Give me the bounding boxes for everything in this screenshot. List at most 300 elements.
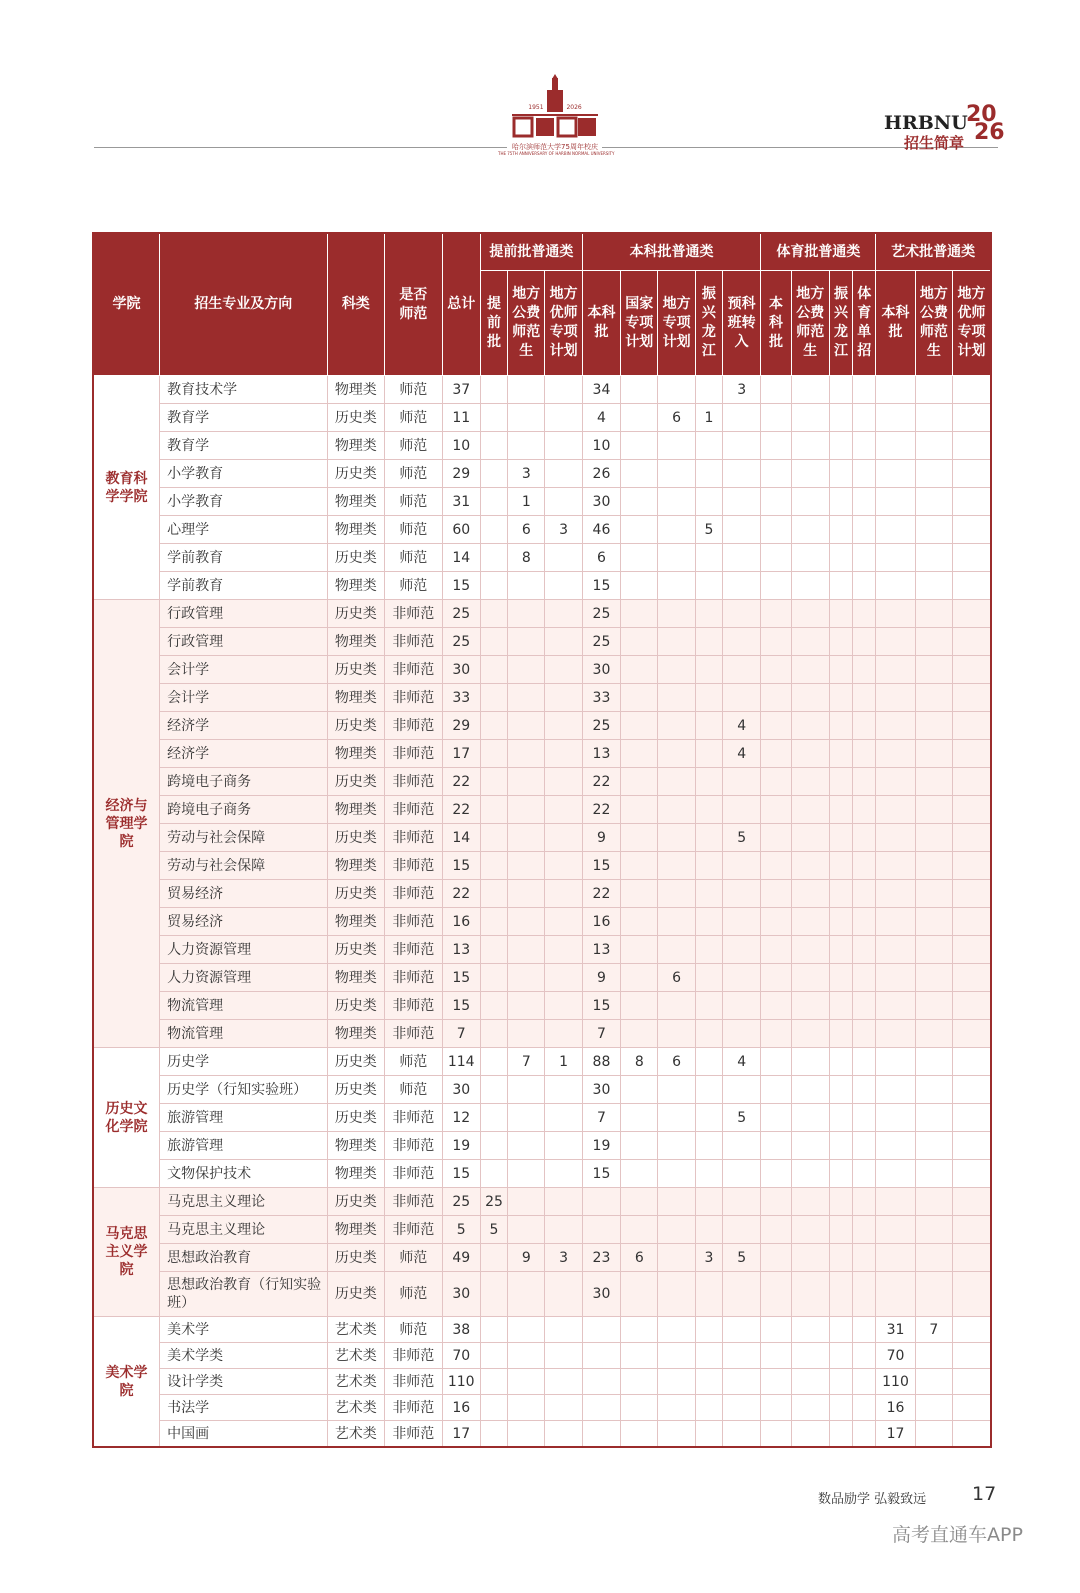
quota-cell (658, 908, 695, 936)
quota-cell (658, 1369, 695, 1395)
quota-cell: 6 (621, 1244, 658, 1272)
quota-cell (658, 432, 695, 460)
quota-cell: 10 (582, 432, 620, 460)
quota-cell (508, 600, 545, 628)
quota-cell (853, 376, 876, 404)
quota-cell (853, 684, 876, 712)
normal-flag: 师范 (385, 544, 443, 572)
quota-cell (723, 544, 761, 572)
subject-category: 历史类 (327, 600, 385, 628)
quota-cell (876, 628, 915, 656)
quota-cell (953, 936, 991, 964)
quota-cell (621, 992, 658, 1020)
quota-cell (695, 488, 722, 516)
quota-cell: 6 (508, 516, 545, 544)
quota-cell (695, 684, 722, 712)
quota-cell (545, 684, 582, 712)
quota-cell: 16 (876, 1395, 915, 1421)
quota-cell (480, 712, 507, 740)
quota-cell (545, 628, 582, 656)
major-name: 书法学 (160, 1395, 327, 1421)
quota-cell (480, 880, 507, 908)
quota-cell (876, 824, 915, 852)
table-row (93, 1369, 991, 1395)
quota-cell (480, 992, 507, 1020)
quota-cell: 6 (658, 404, 695, 432)
logo-caption: 哈尔滨师范大学75周年校庆 (512, 143, 598, 151)
subcolumn-header: 地方优师专项计划 (953, 271, 991, 376)
quota-cell (791, 572, 829, 600)
quota-cell (545, 1421, 582, 1448)
subject-category: 艺术类 (327, 1421, 385, 1448)
quota-cell (545, 404, 582, 432)
quota-cell (953, 1317, 991, 1343)
quota-cell (723, 656, 761, 684)
normal-flag: 非师范 (385, 600, 443, 628)
normal-flag: 非师范 (385, 712, 443, 740)
quota-cell: 1 (508, 488, 545, 516)
quota-cell (761, 1048, 791, 1076)
quota-cell (695, 1421, 722, 1448)
quota-cell (829, 1317, 852, 1343)
quota-cell (508, 572, 545, 600)
quota-cell: 88 (582, 1048, 620, 1076)
quota-cell (876, 908, 915, 936)
quota-cell (915, 404, 952, 432)
quota-cell (480, 1343, 507, 1369)
quota-cell (761, 824, 791, 852)
quota-cell (761, 1369, 791, 1395)
quota-cell (723, 684, 761, 712)
normal-flag: 师范 (385, 1048, 443, 1076)
quota-cell (876, 1048, 915, 1076)
quota-cell (508, 992, 545, 1020)
quota-cell (915, 768, 952, 796)
quota-cell (915, 1244, 952, 1272)
quota-cell (791, 516, 829, 544)
quota-cell (953, 376, 991, 404)
quota-cell (829, 712, 852, 740)
quota-cell: 110 (876, 1369, 915, 1395)
quota-cell (545, 656, 582, 684)
quota-cell (853, 852, 876, 880)
quota-cell: 30 (582, 488, 620, 516)
quota-cell (829, 1048, 852, 1076)
major-name: 美术学类 (160, 1343, 327, 1369)
year-top: 20 (966, 102, 997, 127)
quota-cell (695, 1188, 722, 1216)
total-count: 15 (442, 992, 480, 1020)
quota-cell (545, 432, 582, 460)
table-row (93, 1160, 991, 1188)
group-header: 体育批普通类 (761, 233, 876, 271)
quota-cell (876, 572, 915, 600)
year-bottom: 26 (974, 120, 1005, 145)
quota-cell: 15 (582, 852, 620, 880)
quota-cell (545, 1343, 582, 1369)
total-count: 25 (442, 1188, 480, 1216)
subcolumn-header: 本科批 (761, 271, 791, 376)
quota-cell (915, 852, 952, 880)
quota-cell (953, 712, 991, 740)
quota-cell (791, 1076, 829, 1104)
quota-cell (545, 1369, 582, 1395)
quota-cell (658, 796, 695, 824)
normal-flag: 非师范 (385, 1132, 443, 1160)
quota-cell (621, 712, 658, 740)
quota-cell (829, 824, 852, 852)
quota-cell (621, 1317, 658, 1343)
quota-cell (853, 404, 876, 432)
quota-cell (695, 600, 722, 628)
quota-cell (480, 1020, 507, 1048)
quota-cell (695, 768, 722, 796)
quota-cell (545, 1160, 582, 1188)
quota-cell (915, 1421, 952, 1448)
quota-cell (658, 572, 695, 600)
normal-flag: 非师范 (385, 824, 443, 852)
quota-cell (723, 936, 761, 964)
quota-cell (953, 1421, 991, 1448)
quota-cell (791, 964, 829, 992)
quota-cell (829, 1244, 852, 1272)
quota-cell: 3 (508, 460, 545, 488)
quota-cell (953, 572, 991, 600)
watermark-text: 高考直通车APP (892, 1524, 1023, 1546)
quota-cell (621, 964, 658, 992)
quota-cell (853, 1216, 876, 1244)
subject-category: 物理类 (327, 572, 385, 600)
total-count: 38 (442, 1317, 480, 1343)
quota-cell (829, 992, 852, 1020)
quota-cell (829, 544, 852, 572)
table-row (93, 740, 991, 768)
quota-cell (723, 964, 761, 992)
quota-cell (915, 796, 952, 824)
quota-cell (658, 936, 695, 964)
major-name: 心理学 (160, 516, 327, 544)
quota-cell (508, 1421, 545, 1448)
quota-cell (480, 824, 507, 852)
quota-cell (695, 1048, 722, 1076)
total-count: 33 (442, 684, 480, 712)
quota-cell (853, 1395, 876, 1421)
subject-category: 物理类 (327, 908, 385, 936)
quota-cell (723, 1076, 761, 1104)
quota-cell (791, 1369, 829, 1395)
quota-cell (829, 656, 852, 684)
major-name: 教育学 (160, 432, 327, 460)
quota-cell (545, 1216, 582, 1244)
quota-cell: 30 (582, 656, 620, 684)
quota-cell (876, 796, 915, 824)
quota-cell (791, 544, 829, 572)
table-row (93, 1317, 991, 1343)
quota-cell (723, 572, 761, 600)
quota-cell (508, 908, 545, 936)
quota-cell (695, 1160, 722, 1188)
quota-cell (545, 796, 582, 824)
normal-flag: 非师范 (385, 992, 443, 1020)
quota-cell (915, 1104, 952, 1132)
quota-cell (480, 1395, 507, 1421)
group-header: 本科批普通类 (582, 233, 761, 271)
quota-cell: 9 (508, 1244, 545, 1272)
quota-cell (791, 712, 829, 740)
quota-cell (480, 684, 507, 712)
normal-flag: 非师范 (385, 684, 443, 712)
quota-cell (853, 1272, 876, 1317)
quota-cell (508, 684, 545, 712)
subject-category: 艺术类 (327, 1369, 385, 1395)
table-row (93, 824, 991, 852)
subject-category: 历史类 (327, 404, 385, 432)
total-count: 22 (442, 796, 480, 824)
quota-cell: 15 (582, 572, 620, 600)
quota-cell (695, 1272, 722, 1317)
quota-cell: 5 (723, 824, 761, 852)
col-header-college: 学院 (93, 233, 160, 376)
quota-cell (829, 796, 852, 824)
major-name: 学前教育 (160, 572, 327, 600)
quota-cell (953, 1076, 991, 1104)
logo-subcaption: THE 75TH ANNIVERSARY OF HARBIN NORMAL UNIVERSITY (498, 151, 615, 156)
quota-cell (791, 992, 829, 1020)
quota-cell (723, 460, 761, 488)
normal-flag: 师范 (385, 572, 443, 600)
table-row (93, 544, 991, 572)
quota-cell (761, 1188, 791, 1216)
quota-cell (761, 908, 791, 936)
quota-cell (480, 796, 507, 824)
quota-cell (791, 600, 829, 628)
quota-cell (480, 460, 507, 488)
quota-cell (695, 432, 722, 460)
major-name: 设计学类 (160, 1369, 327, 1395)
quota-cell (853, 1104, 876, 1132)
quota-cell (876, 1160, 915, 1188)
total-count: 31 (442, 488, 480, 516)
subject-category: 历史类 (327, 880, 385, 908)
quota-cell (545, 712, 582, 740)
quota-cell (791, 1160, 829, 1188)
quota-cell: 7 (915, 1317, 952, 1343)
normal-flag: 非师范 (385, 740, 443, 768)
quota-cell (915, 600, 952, 628)
quota-cell (621, 796, 658, 824)
quota-cell (915, 628, 952, 656)
quota-cell (953, 516, 991, 544)
subject-category: 历史类 (327, 544, 385, 572)
quota-cell (915, 544, 952, 572)
major-name: 马克思主义理论 (160, 1188, 327, 1216)
table-row (93, 1421, 991, 1448)
normal-flag: 非师范 (385, 1188, 443, 1216)
quota-cell (723, 1421, 761, 1448)
quota-cell (829, 376, 852, 404)
quota-cell (853, 1048, 876, 1076)
quota-cell (915, 740, 952, 768)
subject-category: 历史类 (327, 712, 385, 740)
quota-cell (508, 1076, 545, 1104)
quota-cell: 4 (723, 740, 761, 768)
quota-cell (658, 1317, 695, 1343)
quota-cell (545, 824, 582, 852)
quota-cell (695, 1132, 722, 1160)
quota-cell (829, 1272, 852, 1317)
major-name: 行政管理 (160, 628, 327, 656)
normal-flag: 非师范 (385, 1104, 443, 1132)
quota-cell (658, 1216, 695, 1244)
quota-cell (791, 1421, 829, 1448)
quota-cell (915, 432, 952, 460)
total-count: 49 (442, 1244, 480, 1272)
quota-cell: 19 (582, 1132, 620, 1160)
quota-cell (829, 1343, 852, 1369)
total-count: 25 (442, 628, 480, 656)
table-row (93, 880, 991, 908)
total-count: 7 (442, 1020, 480, 1048)
major-name: 劳动与社会保障 (160, 824, 327, 852)
quota-cell: 15 (582, 1160, 620, 1188)
quota-cell (876, 992, 915, 1020)
quota-cell (480, 516, 507, 544)
quota-cell (829, 880, 852, 908)
table-row (93, 908, 991, 936)
quota-cell (695, 1395, 722, 1421)
quota-cell (545, 376, 582, 404)
table-row (93, 656, 991, 684)
quota-cell (829, 572, 852, 600)
normal-flag: 非师范 (385, 656, 443, 684)
quota-cell (695, 1020, 722, 1048)
quota-cell (508, 1020, 545, 1048)
quota-cell (915, 1369, 952, 1395)
quota-cell (876, 1104, 915, 1132)
quota-cell: 7 (582, 1020, 620, 1048)
quota-cell (791, 1188, 829, 1216)
normal-flag: 非师范 (385, 964, 443, 992)
quota-cell (621, 628, 658, 656)
quota-cell (658, 992, 695, 1020)
quota-cell (915, 936, 952, 964)
quota-cell (791, 880, 829, 908)
quota-cell: 3 (695, 1244, 722, 1272)
quota-cell (723, 1188, 761, 1216)
quota-cell (658, 1076, 695, 1104)
total-count: 25 (442, 600, 480, 628)
quota-cell: 23 (582, 1244, 620, 1272)
quota-cell (829, 432, 852, 460)
quota-cell (621, 1421, 658, 1448)
quota-cell (953, 768, 991, 796)
quota-cell (621, 908, 658, 936)
quota-cell (876, 488, 915, 516)
normal-flag: 师范 (385, 488, 443, 516)
subject-category: 历史类 (327, 936, 385, 964)
footer-motto: 数品励学 弘毅致远 (818, 1492, 927, 1507)
quota-cell (658, 740, 695, 768)
quota-cell (658, 1272, 695, 1317)
quota-cell (829, 600, 852, 628)
quota-cell (695, 1369, 722, 1395)
table-row (93, 768, 991, 796)
quota-cell (761, 1244, 791, 1272)
quota-cell (876, 460, 915, 488)
quota-cell (791, 488, 829, 516)
major-name: 小学教育 (160, 488, 327, 516)
quota-cell (853, 1076, 876, 1104)
quota-cell (915, 488, 952, 516)
table-row (93, 376, 991, 404)
subject-category: 物理类 (327, 740, 385, 768)
quota-cell (480, 740, 507, 768)
quota-cell (658, 628, 695, 656)
total-count: 110 (442, 1369, 480, 1395)
quota-cell (876, 740, 915, 768)
major-name: 学前教育 (160, 544, 327, 572)
quota-cell: 25 (582, 712, 620, 740)
quota-cell: 30 (582, 1076, 620, 1104)
table-row (93, 1272, 991, 1317)
quota-cell (658, 1188, 695, 1216)
quota-cell: 9 (582, 824, 620, 852)
quota-cell (545, 1317, 582, 1343)
quota-cell (915, 824, 952, 852)
major-name: 思想政治教育（行知实验班） (160, 1272, 327, 1317)
normal-flag: 非师范 (385, 1395, 443, 1421)
quota-cell (508, 1104, 545, 1132)
plan-table (92, 232, 992, 1448)
quota-cell (658, 544, 695, 572)
quota-cell (791, 796, 829, 824)
quota-cell (829, 1132, 852, 1160)
quota-cell: 5 (723, 1244, 761, 1272)
quota-cell (658, 712, 695, 740)
quota-cell (829, 1160, 852, 1188)
quota-cell (480, 908, 507, 936)
quota-cell (876, 936, 915, 964)
quota-cell (791, 460, 829, 488)
quota-cell (480, 768, 507, 796)
quota-cell (829, 964, 852, 992)
quota-cell (915, 1216, 952, 1244)
table-row (93, 1343, 991, 1369)
total-count: 22 (442, 768, 480, 796)
quota-cell (695, 376, 722, 404)
normal-flag: 非师范 (385, 1369, 443, 1395)
subject-category: 物理类 (327, 516, 385, 544)
col-header-total: 总计 (442, 233, 480, 376)
quota-cell (915, 376, 952, 404)
quota-cell (621, 516, 658, 544)
table-row (93, 1048, 991, 1076)
quota-cell (695, 1343, 722, 1369)
quota-cell (621, 1132, 658, 1160)
quota-cell (621, 1369, 658, 1395)
quota-cell (480, 1132, 507, 1160)
quota-cell: 22 (582, 796, 620, 824)
total-count: 14 (442, 824, 480, 852)
quota-cell (480, 600, 507, 628)
quota-cell (791, 1343, 829, 1369)
normal-flag: 非师范 (385, 908, 443, 936)
quota-cell (723, 404, 761, 432)
quota-cell (829, 460, 852, 488)
quota-cell: 9 (582, 964, 620, 992)
quota-cell (545, 1076, 582, 1104)
quota-cell (695, 460, 722, 488)
